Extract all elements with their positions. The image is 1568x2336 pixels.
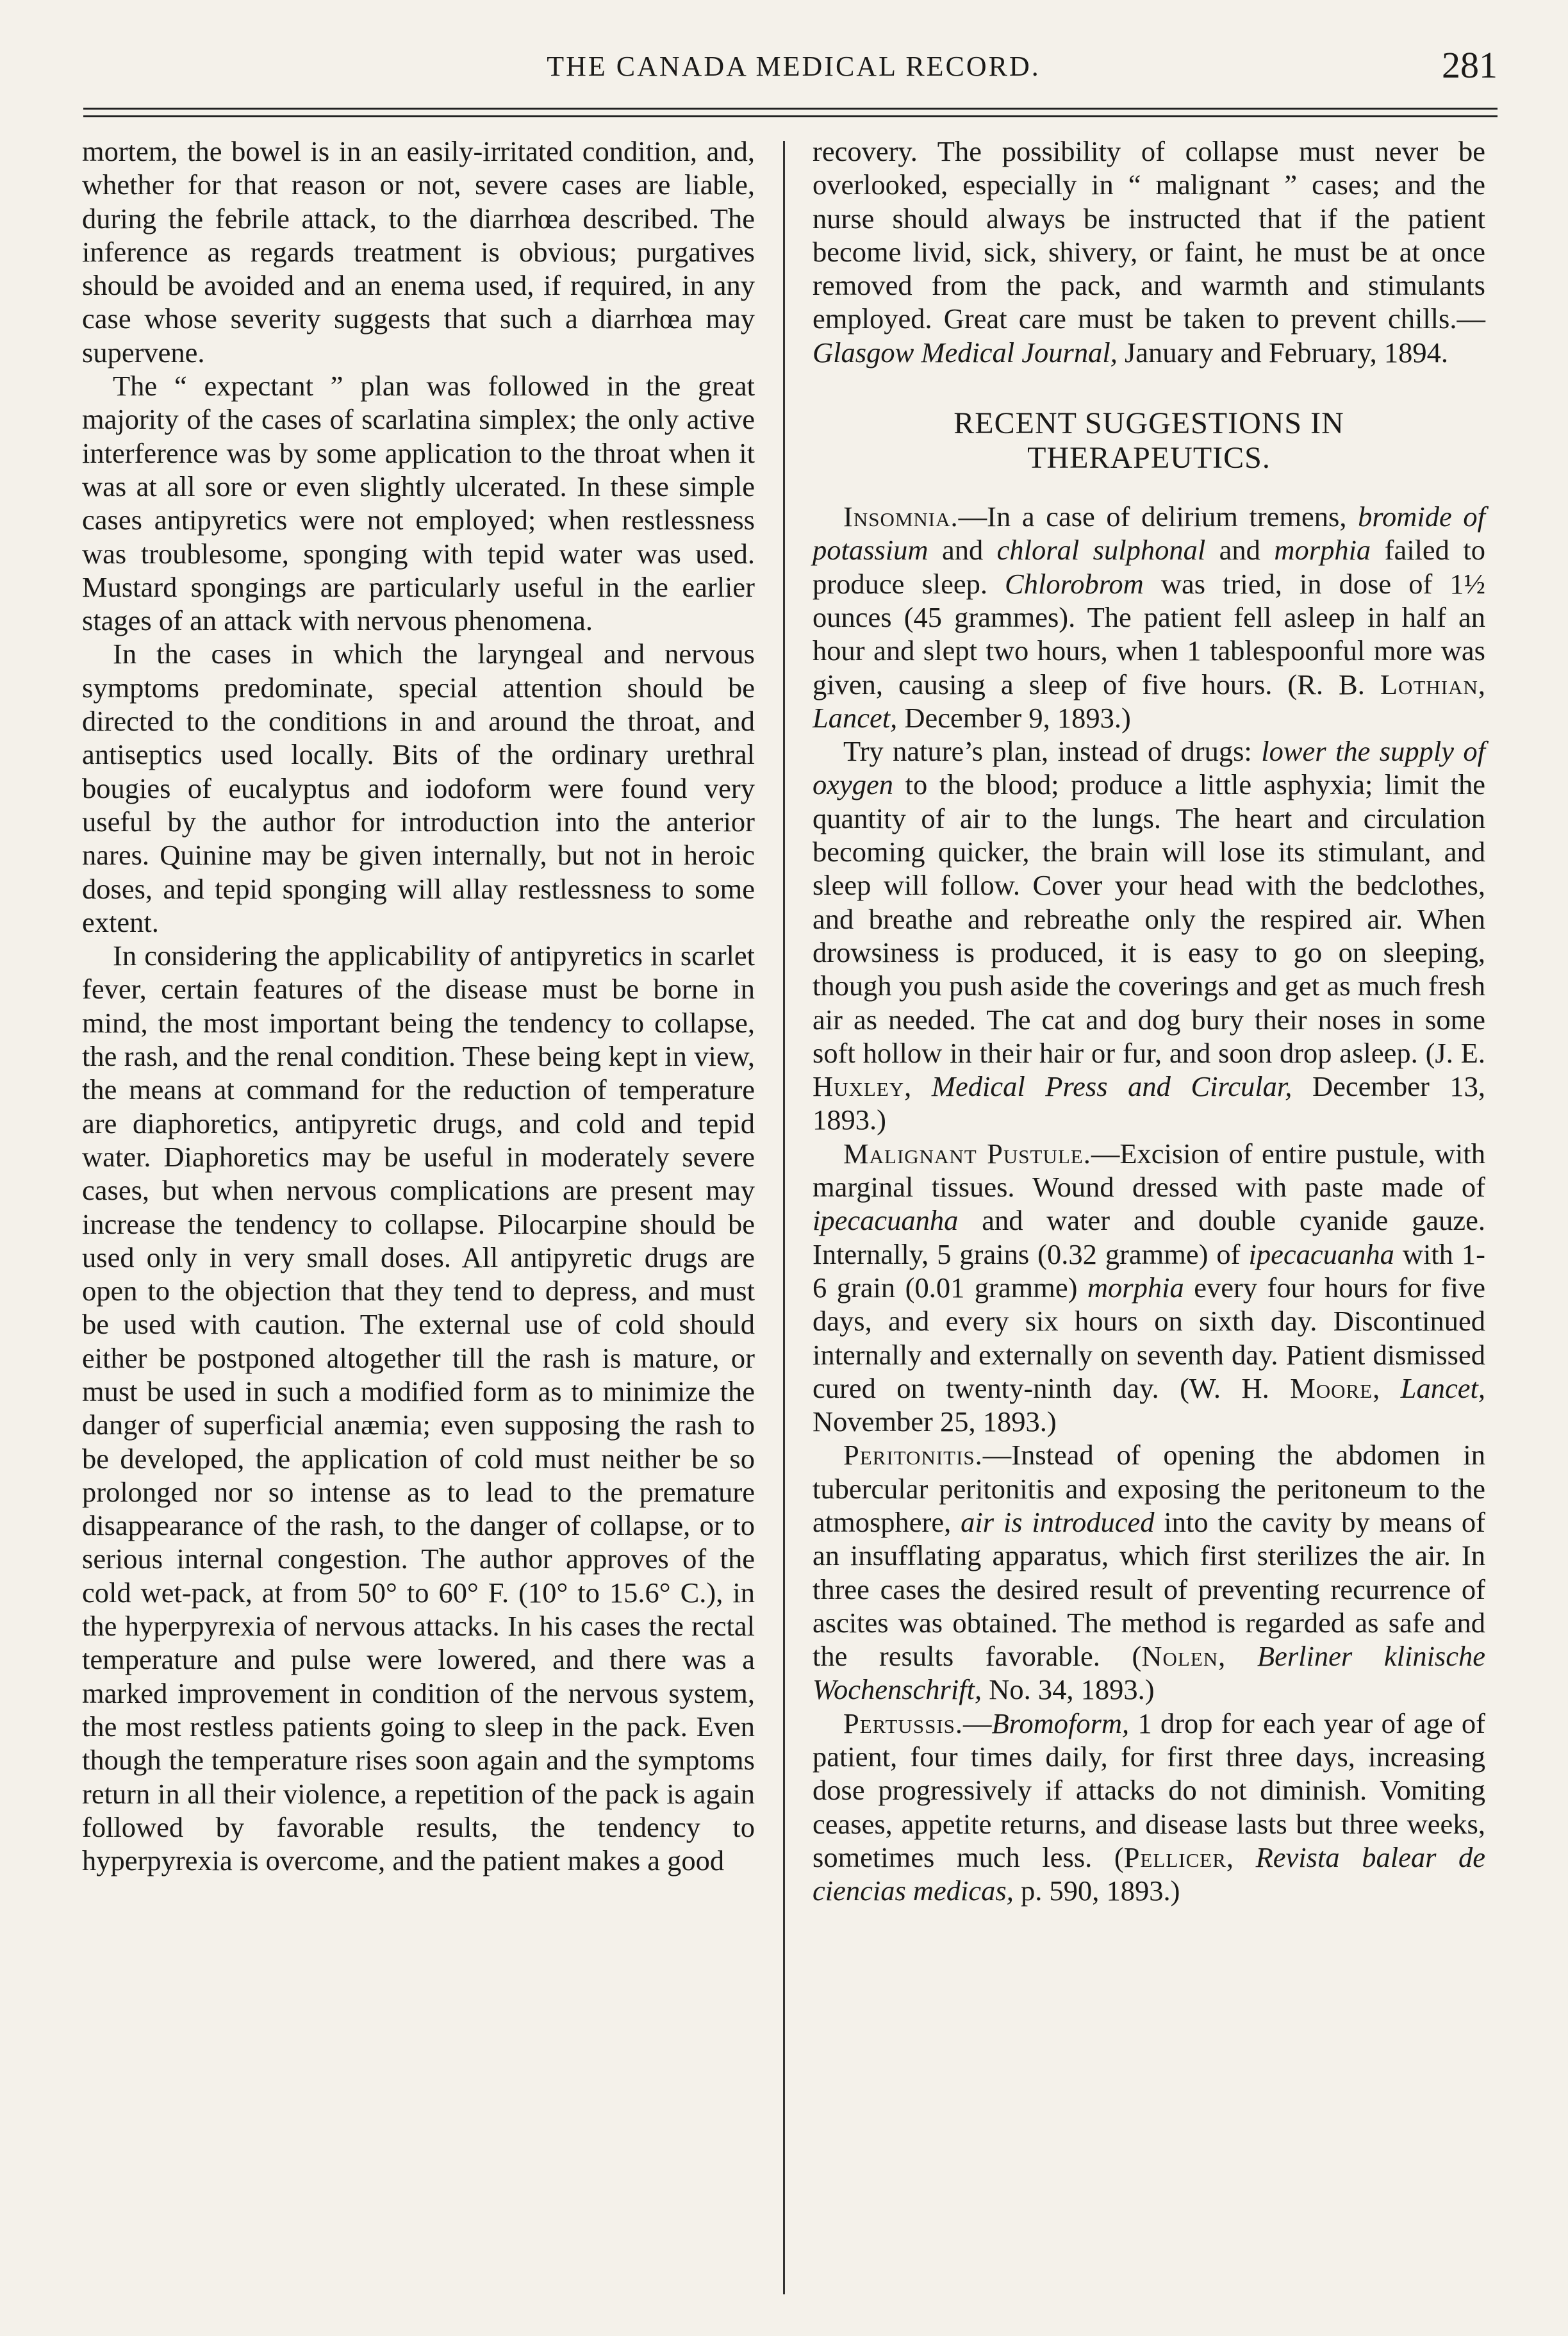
entry-natures-plan: Try nature’s plan, instead of drugs: lower the supply of oxygen to the blood; produce a little asphyxia; limit the quantity of air to the lungs. The heart and circulation becoming quicker, the brain will lose its stimulant, and sleep will follow. Cover your head with the bedclothes, and breathe and rebreathe only the respired air. When drowsiness is produced, it is easy to go on sleeping, though you push aside the coverings and get as much fresh air as needed. The cat and dog bury their noses in some soft hollow in their hair or fur, and soon drop asleep. (J. E. Huxley, Medical Press and Circular, December 13, 1893.): [813, 735, 1486, 1136]
citation-journal: Berliner klinische Wochenschrift,: [813, 1640, 1486, 1706]
entry-heading: Pertussis.: [843, 1707, 963, 1739]
entry-heading: Peritonitis.: [843, 1439, 983, 1471]
citation-journal: Medical Press and Circular,: [931, 1070, 1292, 1103]
entry-heading: Insomnia.: [843, 501, 959, 533]
citation-journal: Glasgow Medical Journal,: [813, 336, 1118, 369]
citation-author: Huxley: [813, 1070, 905, 1103]
header-rule-bottom: [83, 115, 1498, 117]
entry-pertussis: Pertussis.—Bromoform, 1 drop for each year of age of patient, four times daily, for first three days, increasing dose progressively if attacks do not diminish. Vomiting ceases, appetite returns, and disease lasts but three weeks, sometimes much less. (Pellicer, Revista balear de ciencias medicas, p. 590, 1893.): [813, 1707, 1485, 1907]
citation-author: Nolen: [1141, 1640, 1219, 1673]
paragraph-expectant-plan: The “ expectant ” plan was followed in the great majority of the cases of scarlatina simplex; the only active interference was by some application to the throat when it was at all sore or even slightly ulcerated. In these simple cases antipyretics were not employed; when restlessness was troublesome, sponging with tepid water was used. Mustard spongings are particularly useful in the earlier stages of an attack with nervous phenomena.: [82, 370, 755, 637]
entry-peritonitis: Peritonitis.—Instead of opening the abdomen in tubercular peritonitis and exposing the peritoneum to the atmosphere, air is introduced into the cavity by means of an insufflating apparatus, which first sterilizes the air. In three cases the desired result of preventing recurrence of ascites was obtained. The method is regarded as safe and the results favorable. (Nolen, Berliner klinische Wochenschrift, No. 34, 1893.): [813, 1439, 1486, 1706]
citation-author: Lothian: [1380, 668, 1478, 700]
citation-journal: Lancet,: [813, 701, 898, 734]
header-rule-top: [83, 108, 1498, 110]
paragraph-antipyretics: In considering the applicability of antipyretics in scarlet fever, certain features of the disease must be borne in mind, the most important being the tendency to collapse, the rash, and the renal condition. These being kept in view, the means at command for the reduction of temperature are diaphoretics, antipyretic drugs, and cold and tepid water. Diaphoretics may be useful in moderately severe cases, but when nervous complications are present may increase the tendency to collapse. Pilocarpine should be used only in very small doses. All antipyretic drugs are open to the objection that they tend to depress, and must be used with caution. The external use of cold should either be postponed altogether till the rash is mature, or must be used in such a modified form as to minimize the danger of superficial anæmia; even supposing the rash to be developed, the application of cold must neither be so prolonged nor so intense as to lead to the premature disappearance of the rash, to the danger of collapse, or to serious internal congestion. The author approves of the cold wet-pack, at from 50° to 60° F. (10° to 15.6° C.), in the hyperpyrexia of nervous attacks. In his cases the rectal temperature and pulse were lowered, and there was a marked improvement in condition of the nervous system, the most restless patients going to sleep in the pack. Even though the temperature rises soon again and the symptoms return in all their violence, a repetition of the pack is again followed by favorable results, the tendency to hyperpyrexia is overcome, and the patient makes a good: [82, 940, 755, 1877]
journal-title: THE CANADA MEDICAL RECORD.: [547, 51, 1041, 82]
citation-author: Pellicer: [1123, 1841, 1226, 1873]
paragraph-recovery: recovery. The possibility of collapse must never be overlooked, especially in “ malignant ” cases; and the nurse should always be instructed that if the patient become livid, sick, shivery, or faint, he must be at once removed from the pack, and warmth and stimulants employed. Great care must be taken to prevent chills.—Glasgow Medical Journal, January and February, 1894.: [813, 135, 1485, 369]
entry-heading: Malignant Pustule.: [843, 1137, 1091, 1170]
citation-author: Moore: [1290, 1371, 1373, 1404]
running-header: [77, 44, 1510, 101]
paragraph-continued: mortem, the bowel is in an easily-irritated condition, and, whether for that reason or not, severe cases are liable, during the febrile attack, to the diarrhœa described. The inference as regards treatment is obvious; purgatives should be avoided and an enema used, if required, in any case whose severity suggests that such a diarrhœa may supervene.: [82, 135, 755, 369]
citation-journal: Revista balear de ciencias medicas,: [813, 1841, 1485, 1907]
entry-malignant-pustule: Malignant Pustule.—Excision of entire pustule, with marginal tissues. Wound dressed with paste made of ipecacuanha and water and double cyanide gauze. Internally, 5 grains (0.32 gramme) of ipecacuanha with 1-6 grain (0.01 gramme) morphia every four hours for five days, and every six hours on sixth day. Discontinued internally and externally on seventh day. Patient dismissed cured on twenty-ninth day. (W. H. Moore, Lancet, November 25, 1893.): [813, 1137, 1486, 1438]
section-title: RECENT SUGGESTIONS IN THERAPEUTICS.: [953, 406, 1344, 476]
right-column: [813, 135, 1485, 1908]
left-column: [82, 135, 755, 1877]
citation-journal: Lancet,: [1400, 1371, 1486, 1404]
paragraph-laryngeal-cases: In the cases in which the laryngeal and nervous symptoms predominate, special attention should be directed to the conditions in and around the throat, and antiseptics used locally. Bits of the ordinary urethral bougies of eucalyptus and iodoform were found very useful by the author for introduction into the anterior nares. Quinine may be given internally, but not in heroic doses, and tepid sponging will allay restlessness to some extent.: [82, 638, 755, 938]
page-number: 281: [1442, 44, 1498, 86]
column-divider: [783, 141, 785, 2294]
entry-insomnia: Insomnia.—In a case of delirium tremens, bromide of potassium and chloral sulphonal and morphia failed to produce sleep. Chlorobrom was tried, in dose of 1½ ounces (45 grammes). The patient fell asleep in half an hour and slept two hours, when 1 tablespoonful more was given, causing a sleep of five hours. (R. B. Lothian, Lancet, December 9, 1893.): [813, 501, 1485, 734]
